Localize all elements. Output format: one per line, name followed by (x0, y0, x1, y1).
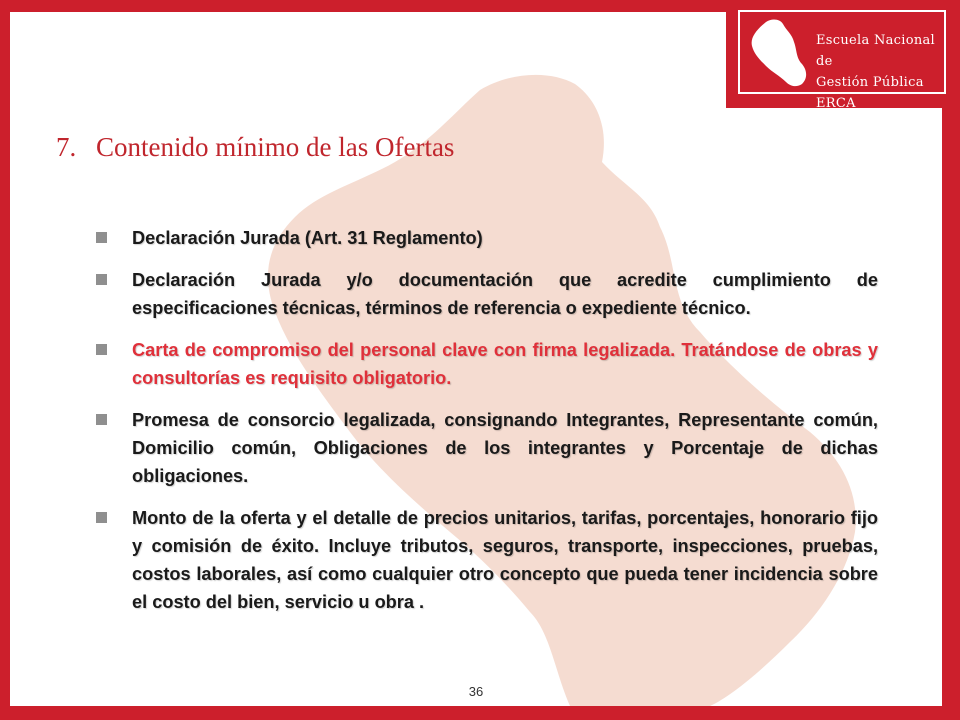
list-item (96, 504, 878, 616)
logo-line-1: Escuela Nacional de (816, 33, 936, 69)
list-item (96, 224, 878, 252)
peru-map-icon (746, 16, 810, 90)
list-item-text: Declaración Jurada (Art. 31 Reglamento) (132, 228, 483, 248)
logo-text (816, 30, 946, 114)
institution-logo (726, 0, 960, 111)
list-item-text: Declaración Jurada y/o documentación que acredite cumplimiento de especificaciones técnicas, términos de referencia o expediente técnico. (132, 270, 878, 318)
list-item-text: Monto de la oferta y el detalle de precios unitarios, tarifas, porcentajes, honorario fijo y comisión de éxito. Incluye tributos, seguros, transporte, inspecciones, pruebas, costos laborales, así como cualquier otro concepto que pueda tener incidencia sobre el costo del bien, servicio u obra . (132, 508, 878, 612)
square-bullet-icon (96, 512, 107, 523)
list-item-text: Promesa de consorcio legalizada, consignando Integrantes, Representante común, Domicilio común, Obligaciones de los integrantes y Porcentaje de dichas obligaciones. (132, 410, 878, 486)
square-bullet-icon (96, 344, 107, 355)
square-bullet-icon (96, 232, 107, 243)
slide (10, 12, 942, 706)
page-number: 36 (468, 684, 484, 699)
list-item (96, 336, 878, 392)
logo-frame (738, 10, 946, 111)
square-bullet-icon (96, 414, 107, 425)
slide-title (56, 132, 454, 163)
list-item-text: Carta de compromiso del personal clave con firma legalizada. Tratándose de obras y consultorías es requisito obligatorio. (132, 340, 878, 388)
title-number: 7. (56, 132, 77, 162)
square-bullet-icon (96, 274, 107, 285)
list-item (96, 406, 878, 490)
bullet-list (96, 224, 878, 630)
list-item (96, 266, 878, 322)
title-text: Contenido mínimo de las Ofertas (96, 132, 455, 162)
logo-line-2: Gestión Pública ERCA (816, 75, 924, 111)
